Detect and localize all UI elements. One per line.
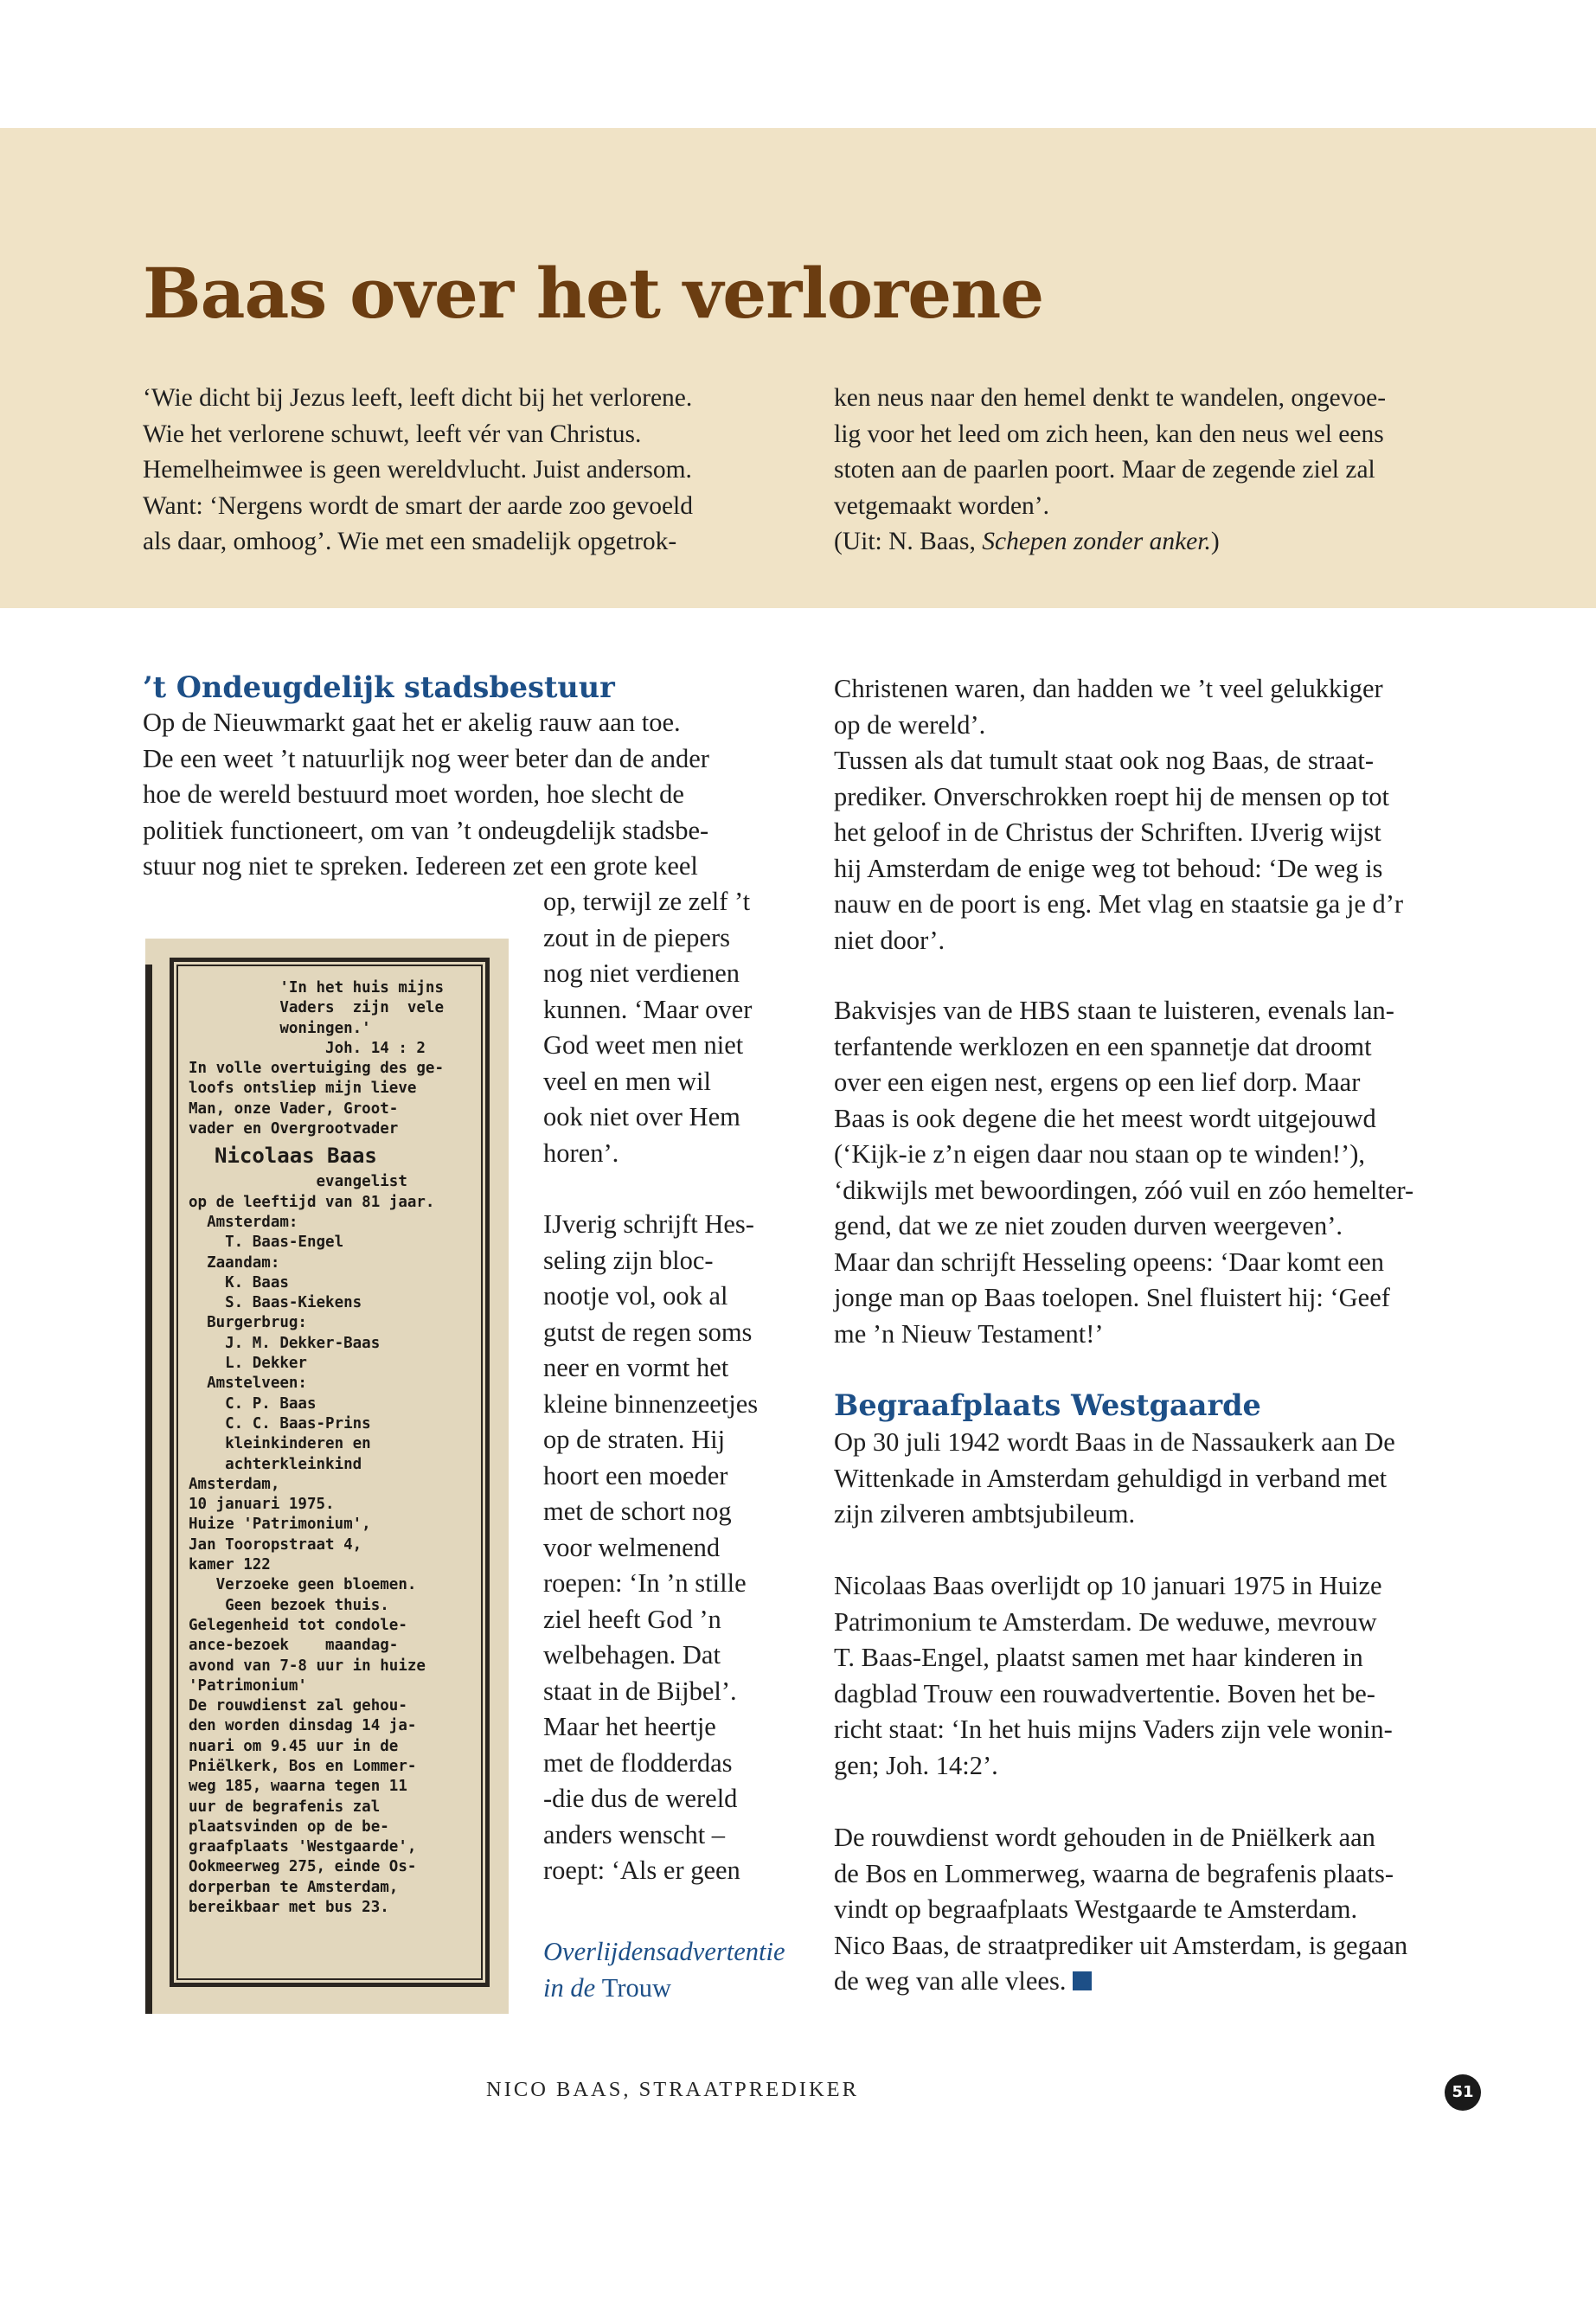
text-line: In volle overtuiging des ge- [189, 1060, 445, 1078]
text-line: Jan Tooropstraat 4, [189, 1535, 362, 1554]
text-line: nuari om 9.45 uur in de [189, 1737, 399, 1755]
text-line: Maar het heertje [543, 1712, 716, 1741]
text-line: stoten aan de paarlen poort. Maar de zegende ziel zal [834, 456, 1375, 484]
clipping-lines-top [189, 978, 481, 1139]
text-line: het geloof in de Christus der Schriften. IJverig wijst [834, 817, 1381, 847]
text-line: Pniëlkerk, Bos en Lommer- [189, 1757, 417, 1775]
section-heading-stadsbestuur: ’t Ondeugdelijk stadsbestuur [143, 670, 615, 704]
text-line: bereikbaar met bus 23. [189, 1899, 389, 1917]
text-line: ook niet over Hem [543, 1102, 740, 1131]
intro-quote-col1 [143, 381, 693, 561]
text-line: Bakvisjes van de HBS staan te luisteren, evenals lan- [834, 996, 1394, 1025]
text-line: ‘dikwijls met bewoordingen, zóó vuil en zóo hemelter- [834, 1175, 1414, 1205]
text-line: Verzoeke geen bloemen. [189, 1576, 417, 1594]
right-paragraph-4 [834, 1568, 1393, 1784]
text-line: welbehagen. Dat [543, 1640, 721, 1670]
source-book-title: Schepen zonder anker. [982, 528, 1211, 555]
text-line: Gelegenheid tot condole- [189, 1616, 407, 1634]
clipping-deceased-name: Nicolaas Baas [215, 1144, 377, 1169]
text-line: woningen.' [189, 1019, 371, 1037]
caption-newspaper-name: Trouw [601, 1972, 672, 2003]
text-line: ‘Wie dicht bij Jezus leeft, leeft dicht bij het verlorene. [143, 384, 693, 412]
text-line: ken neus naar den hemel denkt te wandelen, ongevoe- [834, 384, 1387, 412]
text-line: als daar, omhoog’. Wie met een smadelijk opgetrok- [143, 528, 677, 555]
text-line: hoort een moeder [543, 1460, 728, 1490]
text-line: loofs ontsliep mijn lieve [189, 1080, 417, 1098]
text-line: Christenen waren, dan hadden we ’t veel gelukkiger [834, 674, 1383, 703]
text-line: ziel heeft God ’n [543, 1604, 721, 1634]
text-line: me ’n Nieuw Testament!’ [834, 1318, 1104, 1349]
text-line: Man, onze Vader, Groot- [189, 1099, 399, 1118]
clipping-caption [543, 1934, 785, 2006]
text-line: S. Baas-Kiekens [189, 1294, 362, 1312]
text-line: zijn zilveren ambtsjubileum. [834, 1499, 1136, 1529]
text-line: Maar dan schrijft Hesseling opeens: ‘Daar komt een [834, 1247, 1385, 1277]
text-line: dorperban te Amsterdam, [189, 1878, 399, 1896]
text-line: lig voor het leed om zich heen, kan den neus wel eens [834, 420, 1384, 448]
text-line: L. Dekker [189, 1355, 307, 1373]
text-line: weg 185, waarna tegen 11 [189, 1778, 407, 1796]
text-line: (‘Kijk-ie z’n eigen daar nou staan op te winden!’), [834, 1139, 1365, 1169]
text-line: stuur nog niet te spreken. Iedereen zet een grote keel [143, 851, 698, 881]
text-line: Ookmeerweg 275, einde Os- [189, 1858, 417, 1876]
text-line: kunnen. ‘Maar over [543, 994, 753, 1024]
right-paragraph-5-last [834, 1964, 1407, 2000]
text-line: horen’. [543, 1138, 619, 1168]
text-line: Wittenkade in Amsterdam gehuldigd in verband met [834, 1463, 1388, 1493]
text-line: De rouwdienst wordt gehouden in de Pniëlkerk aan [834, 1823, 1375, 1852]
text-line: gutst de regen soms [543, 1317, 753, 1347]
text-line: 10 januari 1975. [189, 1496, 335, 1514]
text-line: -die dus de wereld [543, 1784, 738, 1813]
text-line: dagblad Trouw een rouwadvertentie. Boven het be- [834, 1678, 1375, 1708]
text-line: IJverig schrijft Hes- [543, 1209, 754, 1239]
section1-paragraph-narrow-1 [543, 884, 752, 1171]
text-line: Op de Nieuwmarkt gaat het er akelig rauw aan toe. [143, 708, 681, 737]
text-line: richt staat: ‘In het huis mijns Vaders zijn vele wonin- [834, 1715, 1393, 1744]
text-line: jonge man op Baas toelopen. Snel fluistert hij: ‘Geef [834, 1283, 1390, 1312]
text-line: nog niet verdienen [543, 958, 740, 988]
intro-quote-col2-lines [834, 381, 1386, 524]
text-line: De een weet ’t natuurlijk nog weer beter dan de ander [143, 743, 709, 773]
text-line: Baas is ook degene die het meest wordt uitgejouwd [834, 1103, 1376, 1133]
text-line: Patrimonium te Amsterdam. De weduwe, mevrouw [834, 1606, 1377, 1637]
text-line: roept: ‘Als er geen [543, 1856, 740, 1885]
obituary-clipping [145, 939, 509, 2014]
text-line: avond van 7-8 uur in huize [189, 1657, 426, 1675]
text-line: op, terwijl ze zelf ’t [543, 887, 751, 916]
text-line: niet door’. [834, 925, 945, 955]
text-line: nauw en de poort is eng. Met vlag en staatsie ga je d’r [834, 889, 1404, 919]
text-line: seling zijn bloc- [543, 1245, 714, 1275]
text-line: neer en vormt het [543, 1353, 729, 1382]
text-line: vader en Overgrootvader [189, 1120, 399, 1138]
right-paragraph-5-lines [834, 1820, 1407, 1964]
text-line: ance-bezoek maandag- [189, 1637, 399, 1655]
text-line: De rouwdienst zal gehou- [189, 1697, 407, 1715]
text-line: plaatsvinden op de be- [189, 1817, 389, 1836]
text-line: vetgemaakt worden’. [834, 491, 1050, 520]
text-line: veel en men wil [543, 1066, 711, 1096]
text-line: gend, dat we ze niet zouden durven weergeven’. [834, 1211, 1343, 1240]
text-line: C. C. Baas-Prins [189, 1414, 371, 1433]
text-line: vindt op begraafplaats Westgaarde te Amsterdam. [834, 1894, 1358, 1924]
text-line: voor welmenend [543, 1532, 721, 1562]
text-line: politiek functioneert, om van ’t ondeugdelijk stadsbe- [143, 815, 709, 845]
text-line: 'Patrimonium' [189, 1676, 307, 1695]
text-line: Tussen als dat tumult staat ook nog Baas, de straat- [834, 746, 1375, 775]
text-line: kleine binnenzeetjes [543, 1388, 759, 1419]
text-line: graafplaats 'Westgaarde', [189, 1838, 417, 1856]
text-line: evangelist [189, 1173, 407, 1191]
text-line: 'In het huis mijns [189, 979, 445, 997]
text-line: T. Baas-Engel, plaatst samen met haar kinderen in [834, 1643, 1363, 1672]
section1-paragraph-narrow-2 [543, 1207, 758, 1889]
text-line: gen; Joh. 14:2’. [834, 1750, 998, 1780]
text-line: K. Baas [189, 1273, 289, 1292]
intro-quote-col2 [834, 381, 1386, 561]
text-line: hij Amsterdam de enige weg tot behoud: ‘De weg is [834, 853, 1383, 883]
source-suffix: ) [1210, 528, 1220, 555]
text-line: hoe de wereld bestuurd moet worden, hoe slecht de [143, 779, 684, 809]
text-line: Hemelheimwee is geen wereldvlucht. Juist andersom. [143, 456, 692, 484]
text-line: nootje vol, ook al [543, 1281, 728, 1311]
clipping-lines-bottom [189, 1172, 481, 1918]
text-line: kamer 122 [189, 1556, 271, 1574]
text-line: Geen bezoek thuis. [189, 1596, 389, 1614]
right-paragraph-5 [834, 1820, 1407, 2000]
text-line: Huize 'Patrimonium', [189, 1516, 371, 1534]
text-line: op de wereld’. [834, 709, 986, 740]
text-line: kleinkinderen en [189, 1435, 371, 1453]
section-heading-westgaarde: Begraafplaats Westgaarde [834, 1388, 1261, 1422]
text-line: Want: ‘Nergens wordt de smart der aarde zoo gevoeld [143, 491, 694, 520]
text-line: achterkleinkind [189, 1455, 362, 1473]
text-line: C. P. Baas [189, 1394, 317, 1413]
source-prefix: (Uit: N. Baas, [834, 528, 983, 555]
caption-line-1: Overlijdensadvertentie [543, 1937, 785, 1966]
section1-paragraph-full [143, 705, 709, 885]
text-line: Op 30 juli 1942 wordt Baas in de Nassaukerk aan De [834, 1427, 1395, 1457]
right-paragraph-1 [834, 671, 1403, 958]
clipping-text [176, 965, 483, 1980]
text-line: God weet men niet [543, 1030, 744, 1060]
intro-source [834, 524, 1386, 561]
text-line: zout in de piepers [543, 922, 730, 952]
text-line: uur de begrafenis zal [189, 1798, 381, 1816]
text-line: Wie het verlorene schuwt, leeft vér van Christus. [143, 420, 642, 448]
text-line: met de schort nog [543, 1497, 732, 1526]
page-number-badge: 51 [1445, 2074, 1481, 2111]
text-line: staat in de Bijbel’. [543, 1676, 737, 1706]
text-line: Zaandam: [189, 1253, 280, 1272]
text-line: Vaders zijn vele [189, 999, 445, 1017]
text-line: roepen: ‘In ’n stille [543, 1568, 747, 1598]
text-line: Amstelveen: [189, 1375, 307, 1393]
text-line: Amsterdam: [189, 1213, 298, 1231]
text-line: met de flodderdas [543, 1747, 733, 1778]
text-line: T. Baas-Engel [189, 1234, 344, 1252]
text-line: op de leeftijd van 81 jaar. [189, 1193, 435, 1211]
page-title: Baas over het verlorene [143, 253, 1044, 334]
text-line: over een eigen nest, ergens op een lief dorp. Maar [834, 1067, 1361, 1097]
text-line: den worden dinsdag 14 ja- [189, 1717, 417, 1735]
text-line: J. M. Dekker-Baas [189, 1334, 381, 1352]
text-line: Joh. 14 : 2 [189, 1039, 426, 1057]
right-paragraph-3 [834, 1425, 1395, 1533]
text-line: Nicolaas Baas overlijdt op 10 januari 1975 in Huize [834, 1571, 1382, 1600]
text-line: op de straten. Hij [543, 1425, 726, 1454]
clipping-edge-rule [145, 965, 152, 2014]
text-line: Burgerbrug: [189, 1314, 307, 1332]
right-paragraph-2 [834, 993, 1413, 1352]
running-footer: NICO BAAS, STRAATPREDIKER [486, 2078, 859, 2101]
text-line: de Bos en Lommerweg, waarna de begrafenis plaats- [834, 1858, 1394, 1888]
text-line: Nico Baas, de straatprediker uit Amsterdam, is gegaan [834, 1930, 1408, 1960]
last-line-text: de weg van alle vlees. [834, 1966, 1067, 1996]
text-line: Amsterdam, [189, 1475, 280, 1493]
caption-line-2 [543, 1971, 785, 2007]
end-mark-icon [1073, 1971, 1092, 1990]
text-line: prediker. Onverschrokken roept hij de mensen op tot [834, 781, 1390, 811]
text-line: terfantende werklozen en een spannetje dat droomt [834, 1031, 1372, 1061]
caption-prefix: in de [543, 1972, 602, 2003]
text-line: anders wenscht – [543, 1819, 726, 1849]
